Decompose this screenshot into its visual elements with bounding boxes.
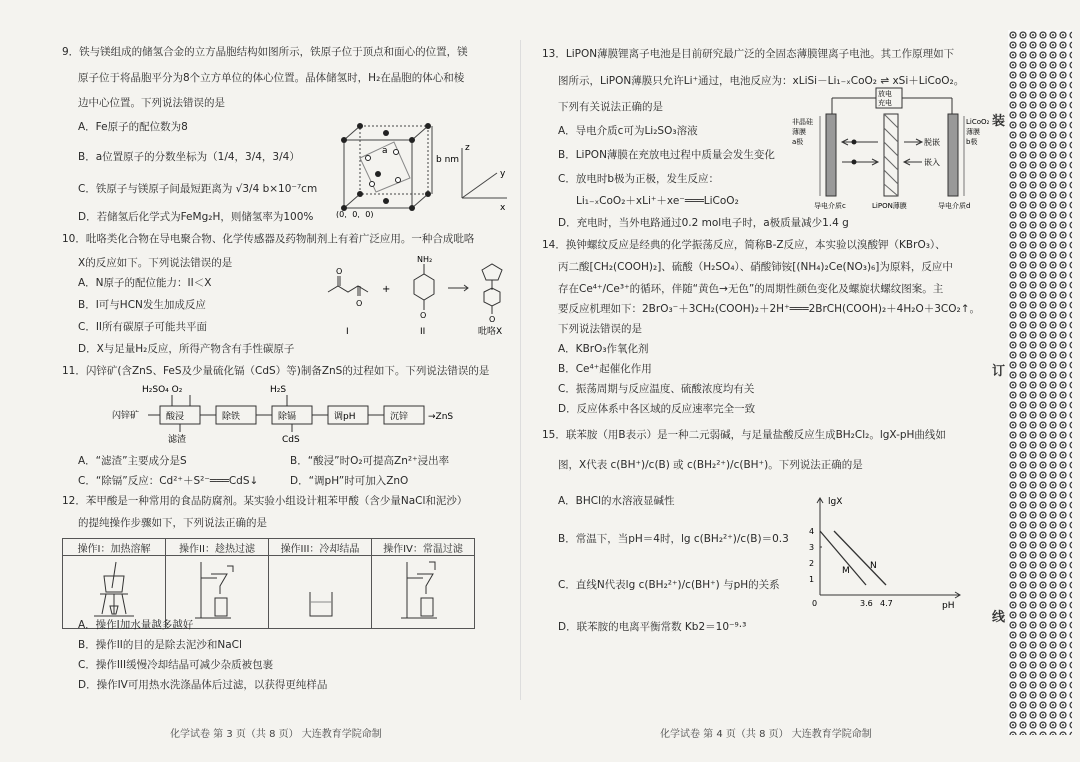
lgx-ph-graph [800, 490, 970, 615]
flow-step-remove-fe: 除铁 [222, 412, 241, 422]
deintercalation-label: 脱嵌 [924, 138, 940, 147]
op3-header: 操作III：冷却结晶 [269, 539, 372, 556]
line-m-label: M [842, 566, 850, 576]
flow-residue: 滤渣 [168, 435, 187, 444]
anode-title-2: 薄膜 [792, 128, 806, 136]
q14-option-b: B．Ce⁴⁺起催化作用 [558, 363, 652, 375]
intercalation-label: 嵌入 [924, 158, 940, 167]
q13-option-d: D．充电时，当外电路通过0.2 mol电子时，a极质量减少1.4 g [558, 217, 849, 229]
flow-cds: CdS [282, 435, 300, 444]
medium-d-label: 导电介质d [938, 202, 971, 210]
q14-stem-5: 下列说法错误的是 [558, 323, 642, 335]
q13-stem-2: 图所示，LiPON薄膜只允许Li⁺通过，电池反应为：xLiSi－Li₁₋ₓCoO₂ ⇌ xSi＋LiCoO₂。 [558, 75, 965, 87]
q10-option-c: C．II所有碳原子可能共平面 [78, 321, 208, 333]
op2-header: 操作II：趁热过滤 [166, 539, 269, 556]
op3-apparatus [269, 556, 372, 629]
q11-option-a: A．“滤渣”主要成分是S [78, 455, 187, 467]
op1-header: 操作I：加热溶解 [63, 539, 166, 556]
zns-process-flowchart [112, 382, 472, 444]
ytick-0: 0 [812, 599, 818, 608]
q12-option-a: A．操作I加水量越多越好 [78, 619, 194, 631]
q10-option-a: A．N原子的配位能力：II＜X [78, 277, 212, 289]
binding-label-zhuang: 装 [992, 114, 1006, 129]
q13-stem-3: 下列有关说法正确的是 [558, 101, 663, 113]
graph-xlabel: pH [942, 601, 955, 611]
ytick-1: 1 [809, 575, 815, 584]
q9-option-c: C．铁原子与镁原子间最短距离为 √3/4 b×10⁻⁷cm [78, 183, 318, 195]
q15-option-a: A．BHCl的水溶液显碱性 [558, 495, 675, 507]
q15-stem-2: 图，X代表 c(BH⁺)/c(B) 或 c(BH₂²⁺)/c(BH⁺)。下列说法正确的是 [558, 459, 863, 471]
q13-option-b: B．LiPON薄膜在充放电过程中质量会发生变化 [558, 149, 775, 161]
line-n-label: N [870, 561, 877, 571]
q15-option-b: B．常温下，当pH＝4时，lg c(BH₂²⁺)/c(B)＝0.3 [558, 533, 789, 545]
q9-stem-2: 原子位于将晶胞平分为8个立方单位的体心位置。晶体储氢时，H₂在晶胞的体心和棱 [78, 72, 465, 84]
xtick-3-6: 3.6 [860, 599, 873, 608]
binding-label-xian: 线 [992, 610, 1006, 625]
q12-stem-2: 的提纯操作步骤如下，下列说法正确的是 [78, 517, 267, 529]
crystal-cell-figure [332, 118, 512, 218]
q9-stem-3: 边中心位置。下列说法错误的是 [78, 97, 225, 109]
axis-x-label: x [500, 203, 506, 213]
q14-stem-3: 存在Ce⁴⁺/Ce³⁺的循环，伴随“黄色→无色”的周期性颜色变化及螺旋状螺纹图案。主 [558, 283, 944, 295]
q14-stem-1: 14．换钟螺纹反应是经典的化学振荡反应，简称B-Z反应，本实验以溴酸钾（KBrO₃）、 [542, 239, 946, 251]
discharge-label: 放电 [878, 90, 892, 98]
q13-option-c: C．放电时b极为正极，发生反应： [558, 173, 719, 185]
flow-step-precipitate: 沉锌 [390, 412, 409, 422]
page-divider [520, 40, 521, 700]
room-temp-filtration-icon [393, 558, 453, 624]
plus-sign: + [382, 284, 391, 295]
anode-title-3: a极 [792, 138, 804, 146]
svg-text:O: O [420, 311, 427, 320]
flow-step-acid-leach: 酸浸 [166, 412, 185, 422]
cathode-title-2: 薄膜 [966, 128, 980, 136]
op4-apparatus [372, 556, 475, 629]
compound-x-label: 吡咯X [478, 327, 503, 337]
cathode-title-3: b极 [966, 138, 978, 146]
q9-option-b: B．a位置原子的分数坐标为（1/4，3/4，3/4） [78, 151, 300, 163]
operations-table [62, 538, 475, 629]
flow-reagent-acid: H₂SO₄ O₂ [142, 385, 183, 395]
q10-stem-1: 10．吡咯类化合物在导电聚合物、化学传感器及药物制剂上有着广泛应用。一种合成吡咯 [62, 233, 475, 245]
svg-text:O: O [336, 267, 343, 276]
q12-stem-1: 12．苯甲酸是一种常用的食品防腐剂。某实验小组设计粗苯甲酸（含少量NaCl和泥沙） [62, 495, 468, 507]
right-page-footer: 化学试卷 第 4 页（共 8 页） 大连教育学院命制 [660, 729, 872, 740]
lipon-label: LiPON薄膜 [872, 202, 907, 210]
anode-title-1: 非晶硅 [792, 118, 813, 126]
position-a-label: a [382, 146, 388, 156]
origin-label: (0，0，0) [336, 210, 374, 218]
q14-stem-4: 要反应机理如下：2BrO₃⁻＋3CH₂(COOH)₂＋2H⁺═══2BrCH(COOH)₂＋4H₂O＋3CO₂↑。 [558, 303, 980, 315]
q14-option-c: C．振荡周期与反应温度、硫酸浓度均有关 [558, 383, 755, 395]
cell-edge-label: b nm [436, 155, 460, 165]
q13-option-a: A．导电介质c可为Li₂SO₃溶液 [558, 125, 698, 137]
binding-label-ding: 订 [992, 364, 1006, 379]
q11-option-b: B．“酸浸”时O₂可提高Zn²⁺浸出率 [290, 455, 450, 467]
q14-stem-2: 丙二酸[CH₂(COOH)₂]、硫酸（H₂SO₄）、硝酸铈铵[(NH₄)₂Ce(NO₃)₆]为原料，反应中 [558, 261, 953, 273]
ytick-2: 2 [809, 559, 815, 568]
flow-step-remove-cd: 除镉 [278, 412, 297, 422]
q12-option-c: C．操作III缓慢冷却结晶可减少杂质被包裹 [78, 659, 274, 671]
compound-i-label: I [346, 327, 349, 337]
heating-apparatus-icon [84, 558, 144, 624]
ytick-3: 3 [809, 543, 815, 552]
q12-option-b: B．操作II的目的是除去泥沙和NaCl [78, 639, 242, 651]
flow-end: →ZnS [428, 412, 454, 422]
ytick-4: 4 [809, 527, 815, 536]
binding-border-pattern [1008, 30, 1072, 735]
q15-option-d: D．联苯胺的电离平衡常数 Kb2＝10⁻⁹·³ [558, 621, 747, 633]
q9-option-d: D．若储氢后化学式为FeMg₂H，则储氢率为100% [78, 211, 314, 223]
q13-stem-1: 13．LiPON薄膜锂离子电池是目前研究最广泛的全固态薄膜锂离子电池。其工作原理如下 [542, 48, 955, 60]
q10-option-d: D．X与足量H₂反应，所得产物含有手性碳原子 [78, 343, 295, 355]
cathode-title-1: LiCoO₂ [966, 118, 990, 126]
svg-text:O: O [489, 315, 496, 324]
compound-ii-label: II [420, 327, 426, 337]
q13-option-c-equation: Li₁₋ₓCoO₂＋xLi⁺＋xe⁻═══LiCoO₂ [576, 195, 739, 207]
q10-option-b: B．I可与HCN发生加成反应 [78, 299, 206, 311]
op4-header: 操作IV：常温过滤 [372, 539, 475, 556]
xtick-4-7: 4.7 [880, 599, 893, 608]
hot-filtration-icon [187, 558, 247, 624]
svg-text:O: O [356, 299, 363, 308]
flow-reagent-h2s: H₂S [270, 385, 287, 395]
q15-stem-1: 15．联苯胺（用B表示）是一种二元弱碱，与足量盐酸反应生成BH₂Cl₂。lgX-pH曲线如 [542, 429, 946, 441]
q11-option-d: D．“调pH”时可加入ZnO [290, 475, 409, 487]
q11-stem: 11．闪锌矿(含ZnS、FeS及少量硫化镉（CdS）等)制备ZnS的过程如下。下列说法错误的是 [62, 365, 490, 377]
q10-stem-2: X的反应如下。下列说法错误的是 [78, 257, 233, 269]
battery-diagram [792, 84, 992, 212]
q11-option-c: C．“除镉”反应：Cd²⁺＋S²⁻═══CdS↓ [78, 475, 259, 487]
cooling-beaker-icon [290, 558, 350, 624]
q9-option-a: A．Fe原子的配位数为8 [78, 121, 188, 133]
q15-option-c: C．直线N代表lg c(BH₂²⁺)/c(BH⁺) 与pH的关系 [558, 579, 780, 591]
axis-z-label: z [465, 143, 470, 153]
left-page-footer: 化学试卷 第 3 页（共 8 页） 大连教育学院命制 [170, 729, 382, 740]
graph-ylabel: lgX [828, 497, 843, 507]
flow-step-adjust-ph: 调pH [334, 412, 356, 422]
axis-y-label: y [500, 169, 506, 179]
medium-c-label: 导电介质c [814, 202, 846, 210]
q9-stem-1: 9．铁与镁组成的储氢合金的立方晶胞结构如图所示，铁原子位于顶点和面心的位置，镁 [62, 46, 468, 58]
q12-option-d: D．操作IV可用热水洗涤晶体后过滤，以获得更纯样品 [78, 679, 328, 691]
nh2-label: NH₂ [417, 255, 433, 264]
q14-option-a: A．KBrO₃作氧化剂 [558, 343, 649, 355]
charge-label: 充电 [878, 99, 892, 107]
flow-start: 闪锌矿 [112, 411, 140, 421]
pyrrole-reaction-figure [322, 252, 517, 342]
q14-option-d: D．反应体系中各区域的反应速率完全一致 [558, 403, 756, 415]
